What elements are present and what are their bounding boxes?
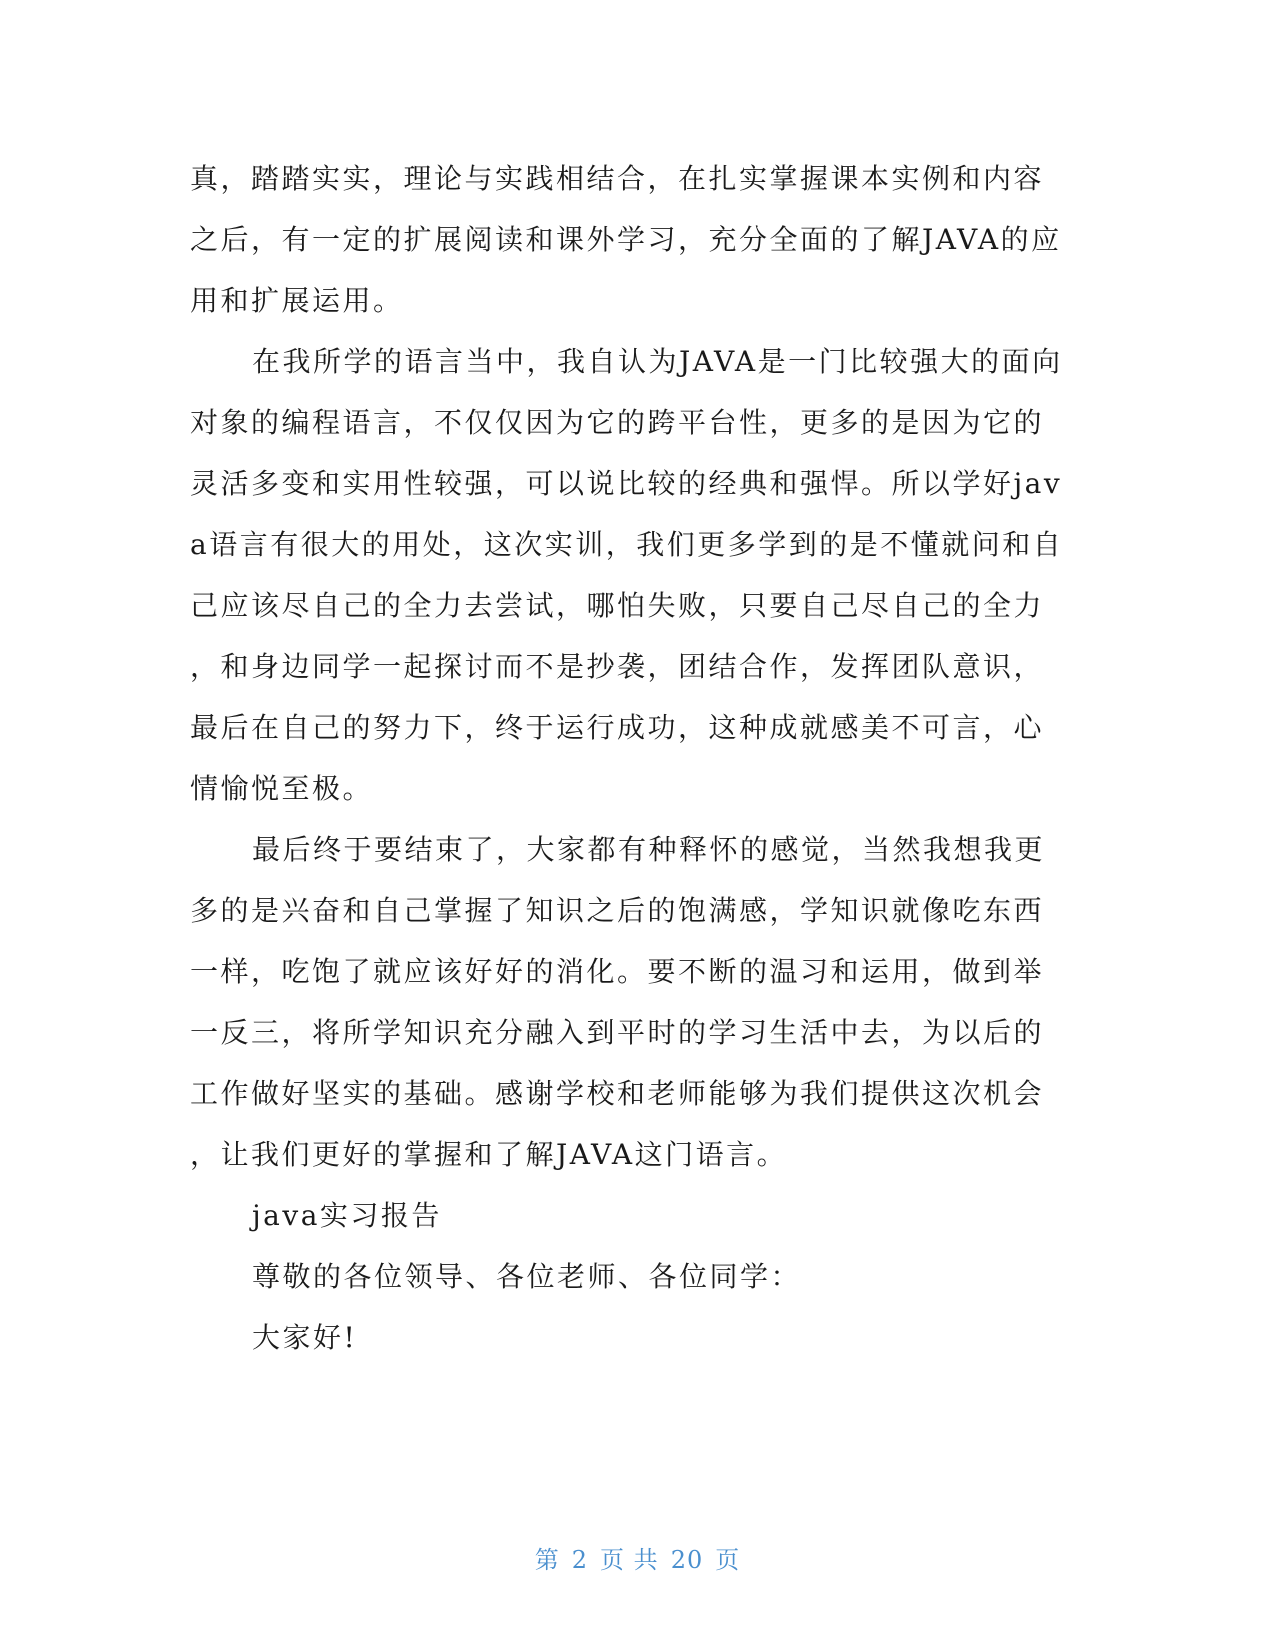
body-text <box>190 148 1080 1368</box>
text-line: java实习报告 <box>252 1199 442 1232</box>
text-line: ，和身边同学一起探讨而不是抄袭，团结合作，发挥团队意识， <box>190 650 1045 683</box>
text-line: 工作做好坚实的基础。感谢学校和老师能够为我们提供这次机会 <box>190 1077 1045 1110</box>
text-line: 对象的编程语言，不仅仅因为它的跨平台性，更多的是因为它的 <box>190 406 1045 439</box>
current-page-number: 2 <box>571 1546 589 1574</box>
page-footer <box>0 1540 1275 1575</box>
text-line: 用和扩展运用。 <box>190 284 404 317</box>
text-line: 情愉悦至极。 <box>190 772 374 805</box>
text-line: 在我所学的语言当中，我自认为JAVA是一门比较强大的面向 <box>252 345 1063 378</box>
text-line: a语言有很大的用处，这次实训，我们更多学到的是不懂就问和自 <box>190 528 1064 561</box>
footer-prefix: 第 <box>534 1546 560 1574</box>
text-line: 大家好! <box>252 1321 358 1354</box>
text-line: 多的是兴奋和自己掌握了知识之后的饱满感，学知识就像吃东西 <box>190 894 1045 927</box>
text-line: 一反三，将所学知识充分融入到平时的学习生活中去，为以后的 <box>190 1016 1045 1049</box>
text-line: 尊敬的各位领导、各位老师、各位同学： <box>252 1260 802 1293</box>
footer-suffix: 页 <box>715 1546 741 1574</box>
text-line: 灵活多变和实用性较强，可以说比较的经典和强悍。所以学好jav <box>190 467 1063 500</box>
text-line: 最后在自己的努力下，终于运行成功，这种成就感美不可言，心 <box>190 711 1045 744</box>
text-line: 之后，有一定的扩展阅读和课外学习，充分全面的了解JAVA的应 <box>190 223 1062 256</box>
text-line: 一样，吃饱了就应该好好的消化。要不断的温习和运用，做到举 <box>190 955 1045 988</box>
text-line: 真，踏踏实实，理论与实践相结合，在扎实掌握课本实例和内容 <box>190 162 1045 195</box>
text-line: 最后终于要结束了，大家都有种释怀的感觉，当然我想我更 <box>252 833 1046 866</box>
footer-middle: 页 共 <box>600 1546 659 1574</box>
total-page-count: 20 <box>670 1546 704 1574</box>
text-line: 己应该尽自己的全力去尝试，哪怕失败，只要自己尽自己的全力 <box>190 589 1045 622</box>
text-line: ，让我们更好的掌握和了解JAVA这门语言。 <box>190 1138 788 1171</box>
